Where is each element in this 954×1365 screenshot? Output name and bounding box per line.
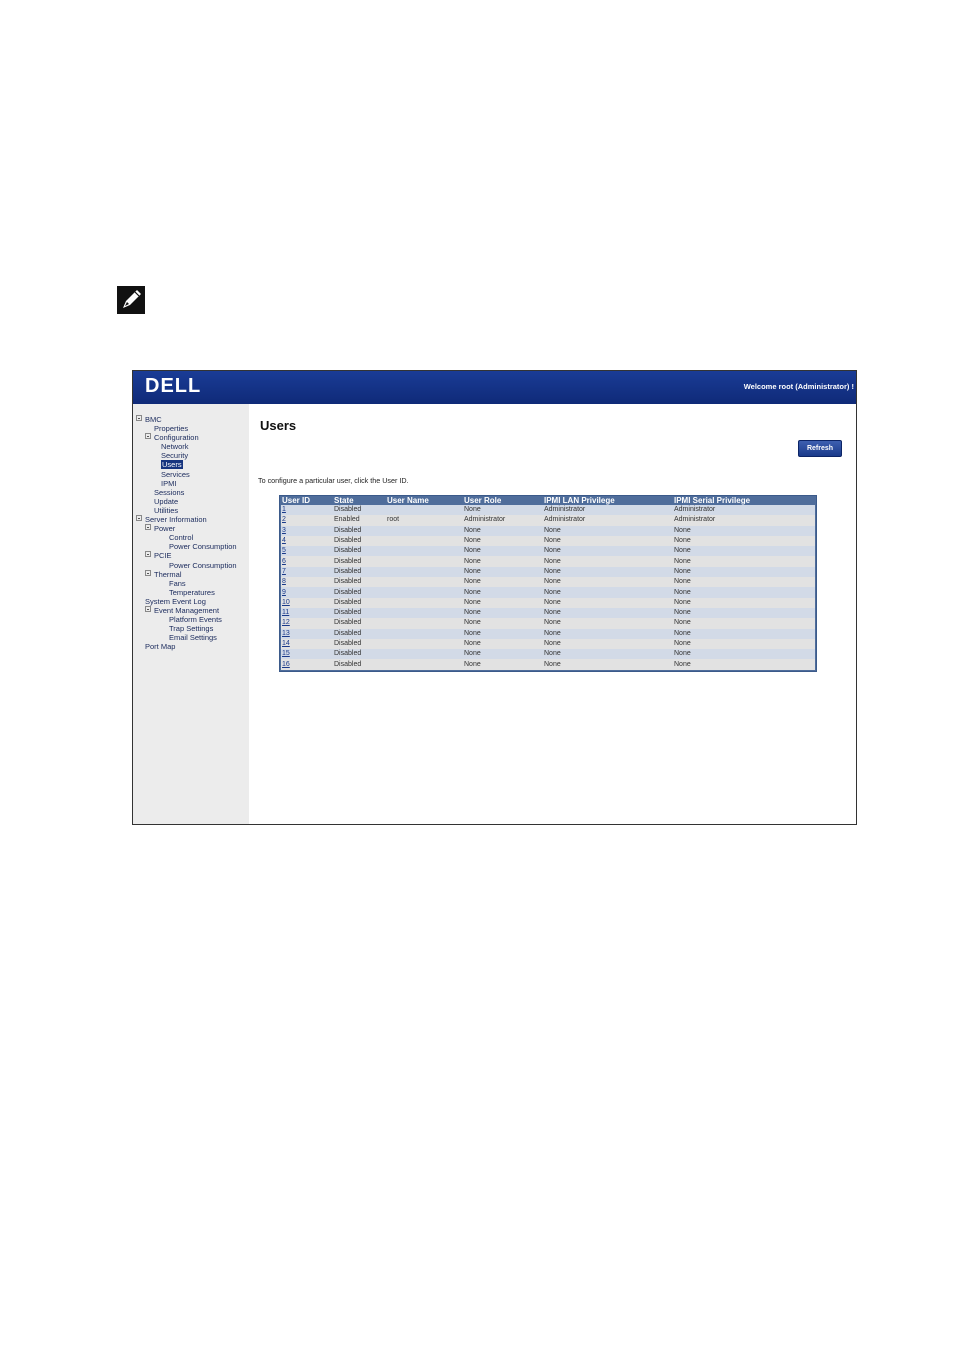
sidebar-item-properties[interactable] bbox=[136, 424, 237, 433]
user-id-link[interactable]: 9 bbox=[282, 588, 286, 596]
table-row bbox=[281, 505, 815, 515]
sidebar-item-label: Temperatures bbox=[169, 587, 215, 597]
sidebar-item-ipmi[interactable] bbox=[136, 479, 237, 488]
collapse-icon[interactable] bbox=[136, 415, 142, 421]
table-cell: Administrator bbox=[543, 515, 673, 525]
table-cell: None bbox=[463, 598, 543, 608]
table-cell bbox=[281, 515, 333, 525]
table-cell: root bbox=[386, 515, 463, 525]
pencil-note-icon bbox=[117, 286, 145, 314]
table-cell bbox=[386, 608, 463, 618]
nav-tree bbox=[136, 415, 237, 651]
table-cell: None bbox=[673, 587, 815, 597]
table-cell: Disabled bbox=[333, 629, 386, 639]
sidebar bbox=[133, 404, 249, 824]
table-cell: None bbox=[673, 577, 815, 587]
table-cell: Disabled bbox=[333, 505, 386, 515]
table-cell: Administrator bbox=[463, 515, 543, 525]
table-cell: Disabled bbox=[333, 639, 386, 649]
sidebar-item-power-consumption[interactable] bbox=[136, 561, 237, 570]
table-cell bbox=[281, 536, 333, 546]
sidebar-item-power[interactable] bbox=[136, 524, 237, 533]
sidebar-item-label: Email Settings bbox=[169, 633, 217, 643]
table-row bbox=[281, 577, 815, 587]
sidebar-item-users[interactable] bbox=[136, 460, 237, 469]
table-cell bbox=[281, 577, 333, 587]
table-row bbox=[281, 515, 815, 525]
table-cell: None bbox=[543, 649, 673, 659]
welcome-text: Welcome root (Administrator) ! bbox=[743, 382, 854, 391]
table-cell: Disabled bbox=[333, 567, 386, 577]
sidebar-item-system-event-log[interactable] bbox=[136, 597, 237, 606]
table-cell: Disabled bbox=[333, 598, 386, 608]
sidebar-item-label: BMC bbox=[145, 415, 162, 424]
table-cell: None bbox=[463, 546, 543, 556]
table-row bbox=[281, 567, 815, 577]
sidebar-item-label: Update bbox=[154, 496, 179, 506]
refresh-button[interactable]: Refresh bbox=[798, 440, 842, 457]
table-cell bbox=[281, 649, 333, 659]
table-cell: Administrator bbox=[543, 505, 673, 515]
table-cell bbox=[281, 556, 333, 566]
column-header: IPMI Serial Privilege bbox=[673, 496, 815, 505]
user-id-link[interactable]: 3 bbox=[282, 526, 286, 534]
table-cell bbox=[281, 587, 333, 597]
sidebar-item-label: PCIE bbox=[154, 551, 172, 561]
user-id-link[interactable]: 12 bbox=[282, 619, 290, 627]
table-cell: Disabled bbox=[333, 659, 386, 669]
sidebar-item-label: Utilities bbox=[154, 505, 179, 515]
table-row bbox=[281, 526, 815, 536]
table-row bbox=[281, 608, 815, 618]
sidebar-item-thermal[interactable] bbox=[136, 570, 237, 579]
user-id-link[interactable]: 5 bbox=[282, 547, 286, 555]
table-cell bbox=[281, 546, 333, 556]
users-table bbox=[281, 496, 815, 670]
user-id-link[interactable]: 13 bbox=[282, 629, 290, 637]
table-cell: None bbox=[673, 567, 815, 577]
table-cell: None bbox=[673, 608, 815, 618]
column-header: State bbox=[333, 496, 386, 505]
table-cell: None bbox=[543, 659, 673, 669]
sidebar-item-email-settings[interactable] bbox=[136, 633, 237, 642]
table-cell bbox=[386, 618, 463, 628]
table-cell: None bbox=[463, 536, 543, 546]
table-cell: Disabled bbox=[333, 526, 386, 536]
column-header: User Role bbox=[463, 496, 543, 505]
sidebar-item-label: Properties bbox=[154, 424, 189, 434]
table-cell bbox=[281, 608, 333, 618]
table-cell bbox=[386, 526, 463, 536]
table-cell bbox=[281, 618, 333, 628]
sidebar-item-server-information[interactable] bbox=[136, 515, 237, 524]
table-cell bbox=[281, 567, 333, 577]
table-cell: None bbox=[543, 536, 673, 546]
table-row bbox=[281, 536, 815, 546]
table-cell bbox=[386, 659, 463, 669]
table-row bbox=[281, 639, 815, 649]
table-cell: None bbox=[673, 629, 815, 639]
main-content bbox=[249, 404, 856, 824]
table-cell bbox=[386, 587, 463, 597]
sidebar-item-label: Security bbox=[161, 451, 189, 461]
collapse-icon[interactable] bbox=[145, 570, 151, 576]
table-cell bbox=[281, 629, 333, 639]
sidebar-item-label: Thermal bbox=[154, 569, 182, 579]
user-id-link[interactable]: 15 bbox=[282, 650, 290, 658]
sidebar-item-label: Power Consumption bbox=[169, 560, 237, 570]
table-cell: None bbox=[543, 546, 673, 556]
table-cell: None bbox=[673, 639, 815, 649]
table-cell: Disabled bbox=[333, 608, 386, 618]
table-cell: Disabled bbox=[333, 577, 386, 587]
sidebar-item-update[interactable] bbox=[136, 497, 237, 506]
collapse-icon[interactable] bbox=[145, 551, 151, 557]
table-cell bbox=[386, 505, 463, 515]
table-cell: None bbox=[673, 536, 815, 546]
instructions-text: To configure a particular user, click the User ID. bbox=[258, 476, 409, 485]
table-row bbox=[281, 587, 815, 597]
table-row bbox=[281, 649, 815, 659]
sidebar-item-network[interactable] bbox=[136, 442, 237, 451]
collapse-icon[interactable] bbox=[145, 606, 151, 612]
table-cell: None bbox=[673, 659, 815, 669]
table-cell: None bbox=[463, 629, 543, 639]
user-id-link[interactable]: 14 bbox=[282, 640, 290, 647]
table-cell: None bbox=[543, 587, 673, 597]
collapse-icon[interactable] bbox=[145, 433, 151, 439]
sidebar-item-services[interactable] bbox=[136, 470, 237, 479]
table-cell: None bbox=[543, 598, 673, 608]
sidebar-item-temperatures[interactable] bbox=[136, 588, 237, 597]
table-row bbox=[281, 629, 815, 639]
sidebar-item-label: System Event Log bbox=[145, 596, 206, 606]
table-cell: None bbox=[673, 598, 815, 608]
users-table-wrap bbox=[279, 495, 817, 672]
sidebar-item-fans[interactable] bbox=[136, 579, 237, 588]
sidebar-item-platform-events[interactable] bbox=[136, 615, 237, 624]
table-row bbox=[281, 598, 815, 608]
table-cell bbox=[386, 546, 463, 556]
user-id-link[interactable]: 6 bbox=[282, 557, 286, 565]
table-cell: None bbox=[543, 618, 673, 628]
table-row bbox=[281, 618, 815, 628]
table-cell bbox=[386, 629, 463, 639]
sidebar-item-label: Sessions bbox=[154, 487, 185, 497]
sidebar-item-label: Configuration bbox=[154, 433, 199, 443]
sidebar-item-bmc[interactable] bbox=[136, 415, 237, 424]
user-id-link[interactable]: 8 bbox=[282, 578, 286, 586]
table-cell bbox=[281, 598, 333, 608]
sidebar-item-configuration[interactable] bbox=[136, 433, 237, 442]
table-cell: None bbox=[463, 618, 543, 628]
table-cell bbox=[281, 659, 333, 669]
table-cell bbox=[281, 505, 333, 515]
sidebar-item-label: Power bbox=[154, 524, 176, 534]
table-cell bbox=[386, 598, 463, 608]
table-cell: Enabled bbox=[333, 515, 386, 525]
table-cell: None bbox=[673, 546, 815, 556]
table-cell: None bbox=[673, 526, 815, 536]
sidebar-item-power-consumption[interactable] bbox=[136, 542, 237, 551]
table-cell: None bbox=[463, 505, 543, 515]
sidebar-item-label: Users bbox=[162, 460, 182, 470]
table-row bbox=[281, 546, 815, 556]
user-id-link[interactable]: 2 bbox=[282, 516, 286, 524]
table-cell: None bbox=[463, 556, 543, 566]
sidebar-item-label: Services bbox=[161, 469, 190, 479]
table-cell: None bbox=[463, 659, 543, 669]
table-cell: None bbox=[463, 608, 543, 618]
table-cell: Disabled bbox=[333, 536, 386, 546]
table-cell: None bbox=[543, 577, 673, 587]
table-cell: None bbox=[463, 567, 543, 577]
user-id-link[interactable]: 11 bbox=[282, 609, 290, 617]
table-cell bbox=[386, 556, 463, 566]
sidebar-item-label: Trap Settings bbox=[169, 624, 214, 634]
table-cell: Disabled bbox=[333, 587, 386, 597]
sidebar-item-trap-settings[interactable] bbox=[136, 624, 237, 633]
sidebar-item-event-management[interactable] bbox=[136, 606, 237, 615]
sidebar-item-sessions[interactable] bbox=[136, 488, 237, 497]
table-cell bbox=[386, 649, 463, 659]
sidebar-item-label: Server Information bbox=[145, 515, 207, 525]
table-cell bbox=[386, 567, 463, 577]
table-cell: None bbox=[463, 587, 543, 597]
table-cell bbox=[386, 577, 463, 587]
table-cell: None bbox=[673, 649, 815, 659]
table-cell: Disabled bbox=[333, 618, 386, 628]
table-cell: None bbox=[463, 526, 543, 536]
table-cell: None bbox=[673, 618, 815, 628]
sidebar-item-label: IPMI bbox=[161, 478, 177, 488]
table-cell: None bbox=[673, 556, 815, 566]
table-cell bbox=[386, 536, 463, 546]
sidebar-item-port-map[interactable] bbox=[136, 642, 237, 651]
sidebar-item-label: Fans bbox=[169, 578, 186, 588]
table-header-row bbox=[281, 496, 815, 505]
bmc-window bbox=[132, 370, 857, 825]
table-cell: None bbox=[543, 526, 673, 536]
table-cell: None bbox=[463, 649, 543, 659]
table-cell bbox=[281, 526, 333, 536]
user-id-link[interactable]: 4 bbox=[282, 537, 286, 545]
sidebar-item-utilities[interactable] bbox=[136, 506, 237, 515]
column-header: User ID bbox=[281, 496, 333, 505]
table-cell: None bbox=[543, 567, 673, 577]
collapse-icon[interactable] bbox=[136, 515, 142, 521]
table-cell: None bbox=[543, 556, 673, 566]
table-cell: Disabled bbox=[333, 649, 386, 659]
sidebar-item-label: Event Management bbox=[154, 605, 220, 615]
table-cell: Administrator bbox=[673, 505, 815, 515]
page-title: Users bbox=[260, 418, 297, 433]
top-banner bbox=[133, 371, 856, 404]
table-cell: None bbox=[543, 608, 673, 618]
user-id-link[interactable]: 1 bbox=[282, 506, 286, 514]
table-cell bbox=[386, 639, 463, 649]
user-id-link[interactable]: 7 bbox=[282, 567, 286, 575]
table-cell bbox=[281, 639, 333, 649]
sidebar-item-pcie[interactable] bbox=[136, 551, 237, 560]
table-cell: Disabled bbox=[333, 546, 386, 556]
sidebar-item-security[interactable] bbox=[136, 451, 237, 460]
table-cell: None bbox=[463, 639, 543, 649]
table-cell: None bbox=[543, 639, 673, 649]
table-cell: Administrator bbox=[673, 515, 815, 525]
column-header: IPMI LAN Privilege bbox=[543, 496, 673, 505]
sidebar-item-label: Network bbox=[161, 442, 189, 452]
sidebar-item-label: Power Consumption bbox=[169, 542, 237, 552]
user-id-link[interactable]: 16 bbox=[282, 660, 290, 668]
user-id-link[interactable]: 10 bbox=[282, 598, 290, 606]
table-row bbox=[281, 659, 815, 669]
sidebar-item-control[interactable] bbox=[136, 533, 237, 542]
table-cell: None bbox=[543, 629, 673, 639]
dell-logo: DELL bbox=[145, 375, 202, 397]
sidebar-item-label: Control bbox=[169, 533, 194, 543]
collapse-icon[interactable] bbox=[145, 524, 151, 530]
table-row bbox=[281, 556, 815, 566]
sidebar-item-label: Port Map bbox=[145, 642, 176, 652]
column-header: User Name bbox=[386, 496, 463, 505]
table-cell: None bbox=[463, 577, 543, 587]
sidebar-item-label: Platform Events bbox=[169, 615, 222, 625]
table-cell: Disabled bbox=[333, 556, 386, 566]
